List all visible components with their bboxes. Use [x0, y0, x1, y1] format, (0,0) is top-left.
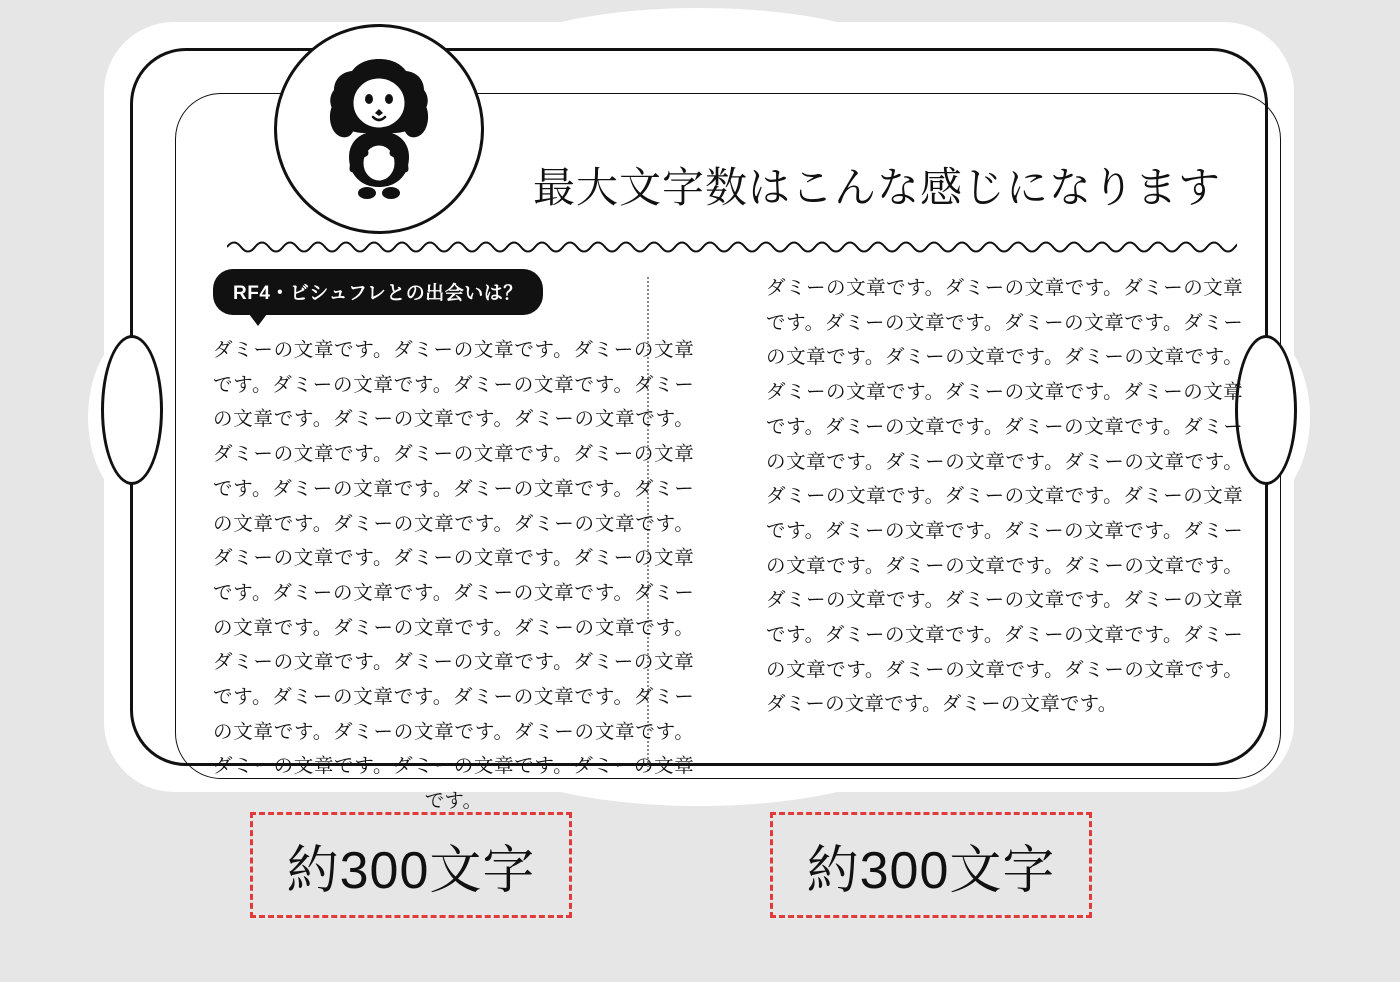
avatar [274, 24, 484, 234]
content-columns [213, 269, 1243, 813]
wave-divider [227, 235, 1237, 257]
right-character-count-box [770, 812, 1092, 918]
card-plaque [104, 22, 1294, 813]
right-character-count-label: 約300文字 [806, 841, 1056, 900]
left-character-count-label: 約300文字 [286, 841, 536, 900]
sheep-character-icon [277, 27, 481, 231]
card-notch-right [1235, 335, 1297, 485]
card-notch-left [101, 335, 163, 485]
left-column [213, 269, 728, 813]
right-column [728, 269, 1243, 769]
right-column-body: ダミーの文章です。ダミーの文章です。ダミーの文章です。ダミーの文章です。ダミーの文章です。ダミーの文章です。ダミーの文章です。ダミーの文章です。ダミーの文章です。ダミーの文章です。ダミーの文章です。ダミーの文章です。ダミーの文章です。ダミーの文章です。ダミーの文章です。ダミーの文章です。ダミーの文章です。ダミーの文章です。ダミーの文章です。ダミーの文章です。ダミーの文章です。ダミーの文章です。ダミーの文章です。ダミーの文章です。ダミーの文章です。ダミーの文章です。ダミーの文章です。ダミーの文章です。ダミーの文章です。ダミーの文章です。ダミーの文章です。ダミーの文章です。ダミーの文章です。ダミーの文章です。 [766, 277, 1243, 716]
page-title: 最大文字数はこんな感じになります [533, 164, 1222, 211]
question-badge: RF4・ビシュフレとの出会いは？ [213, 269, 543, 315]
left-column-body: ダミーの文章です。ダミーの文章です。ダミーの文章です。ダミーの文章です。ダミーの文章です。ダミーの文章です。ダミーの文章です。ダミーの文章です。ダミーの文章です。ダミーの文章です。ダミーの文章です。ダミーの文章です。ダミーの文章です。ダミーの文章です。ダミーの文章です。ダミーの文章です。ダミーの文章です。ダミーの文章です。ダミーの文章です。ダミーの文章です。ダミーの文章です。ダミーの文章です。ダミーの文章です。ダミーの文章です。ダミーの文章です。ダミーの文章です。ダミーの文章です。ダミーの文章です。ダミーの文章です。ダミーの文章です。ダミーの文章です。ダミーの文章です。ダミーの文章です。ダミーの文章です。ダミーの文章です。 [213, 339, 694, 813]
left-character-count-box [250, 812, 572, 918]
